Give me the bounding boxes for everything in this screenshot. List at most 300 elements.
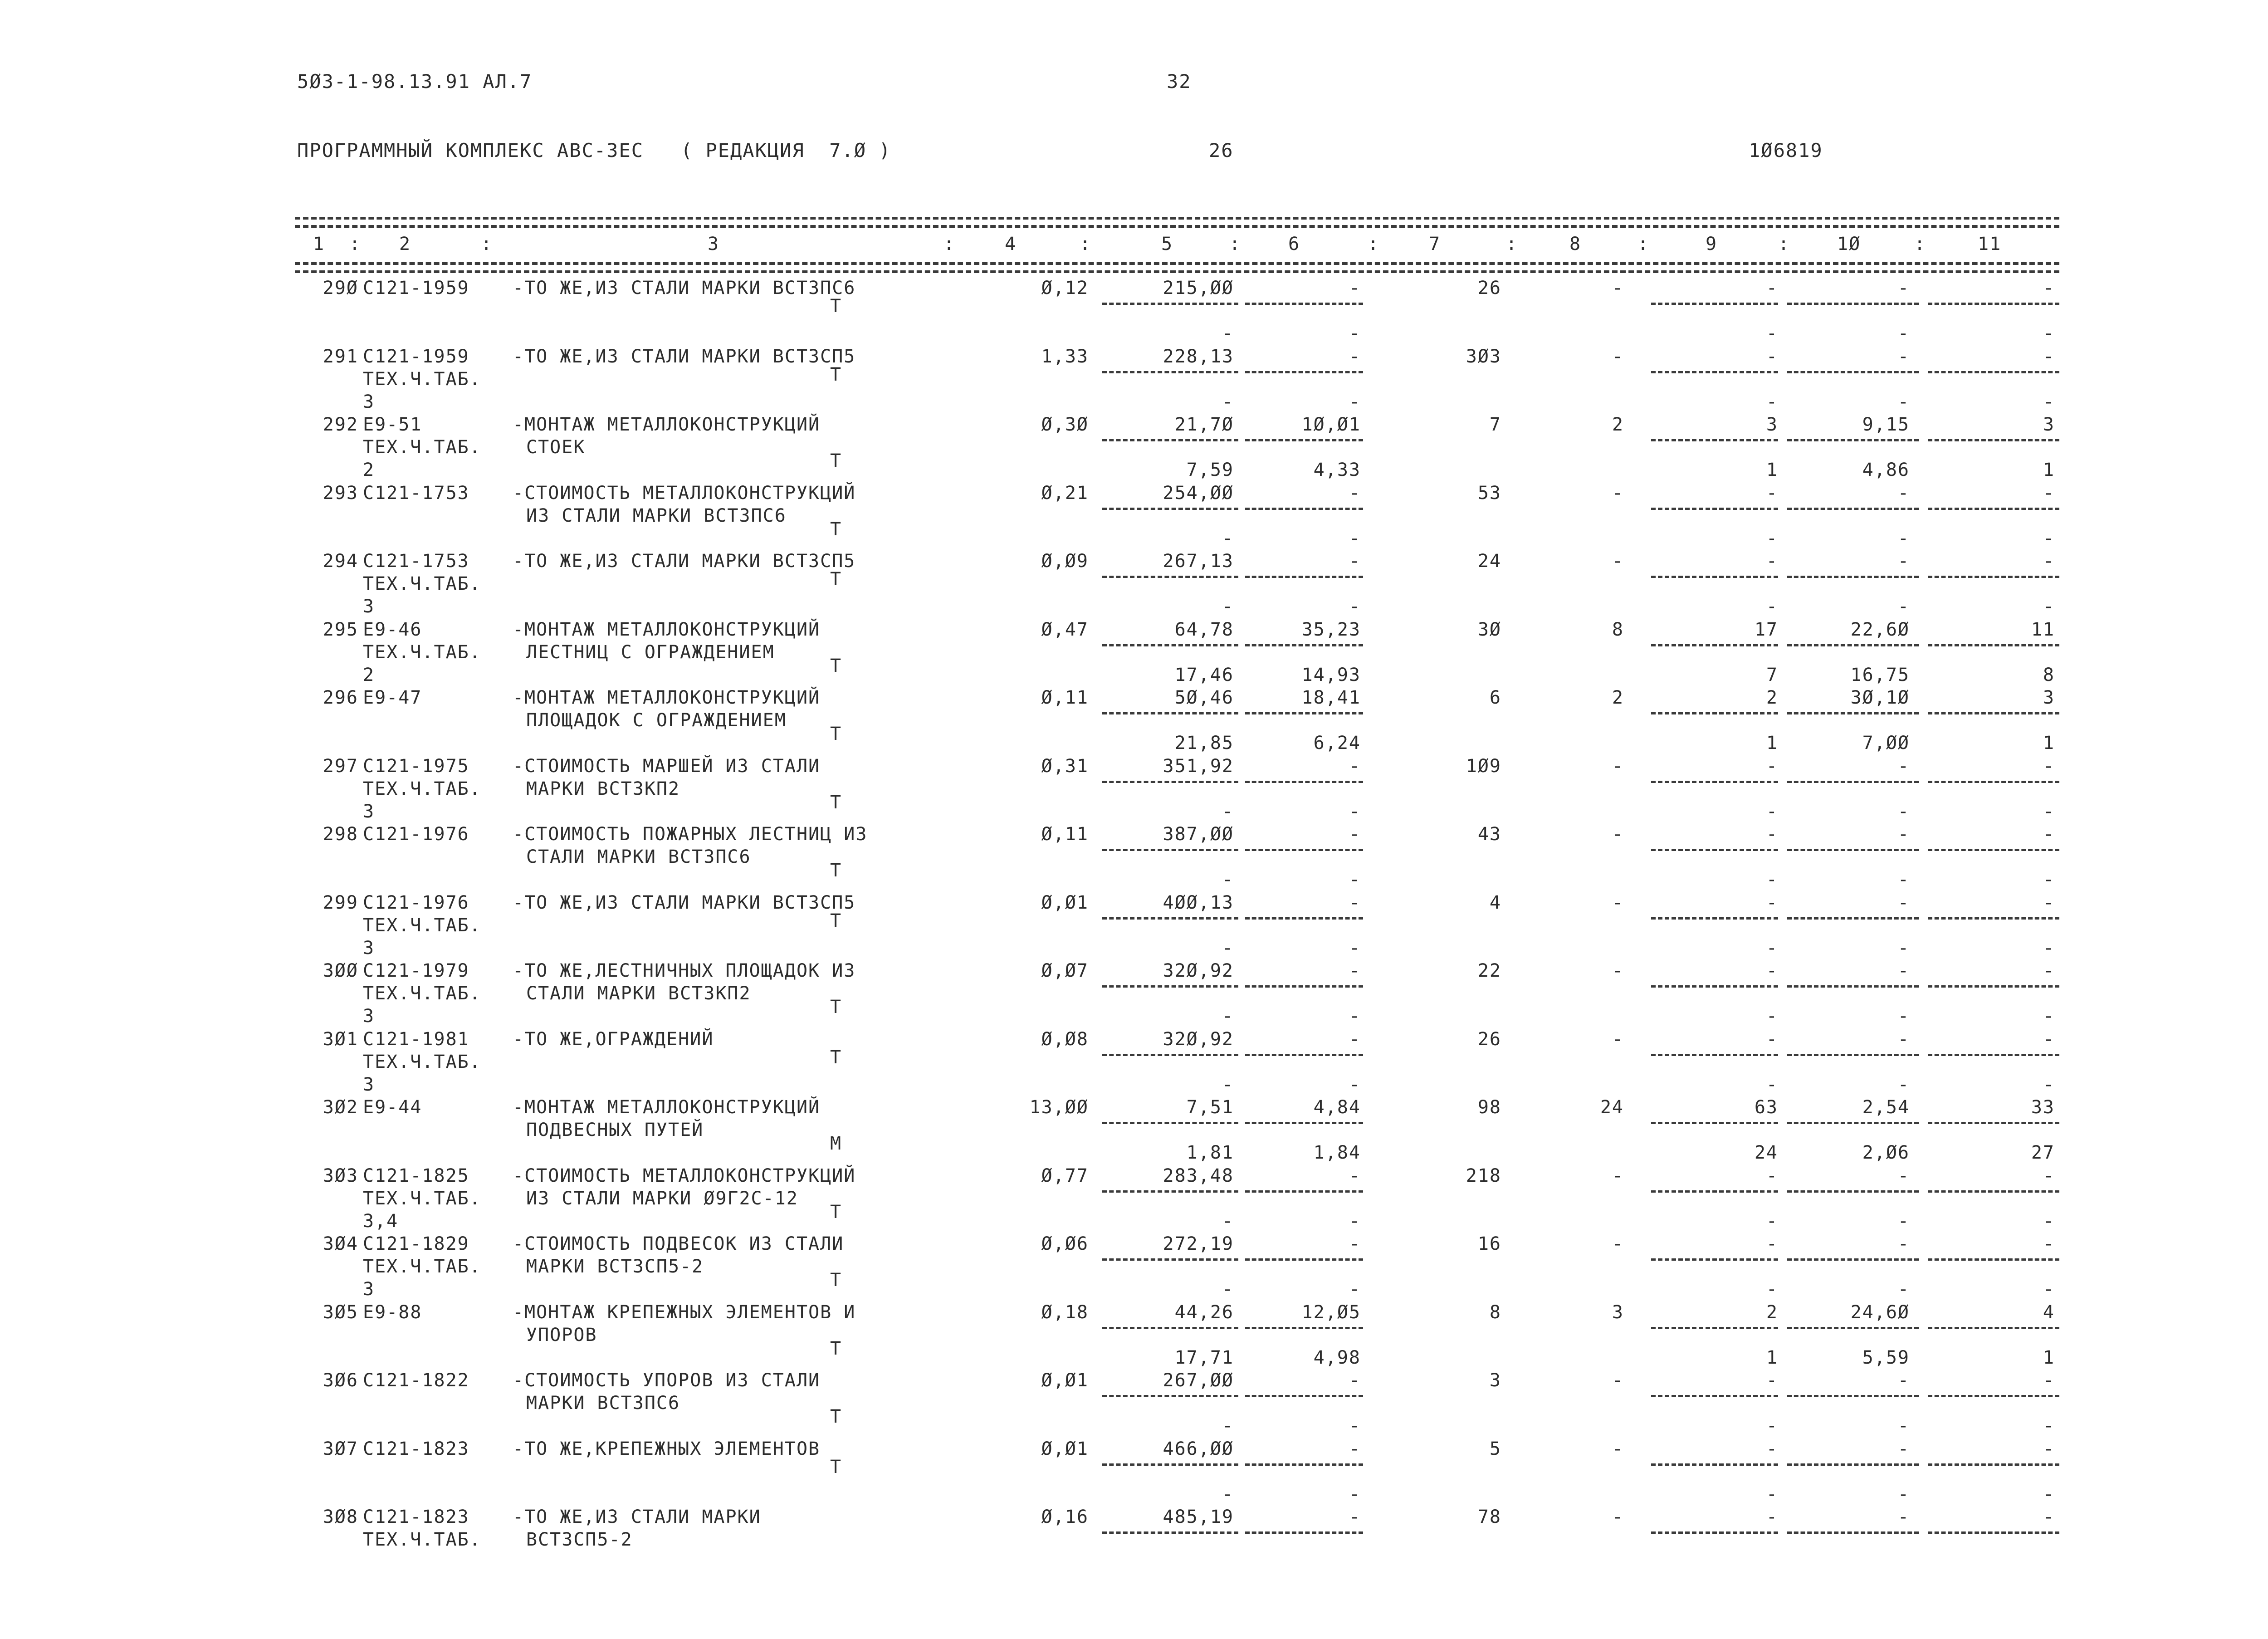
cell-sub-col-5: 17,71 <box>1174 1347 1234 1368</box>
cell-divider <box>1245 1531 1363 1534</box>
cell-sub-col-5: - <box>1222 1483 1234 1505</box>
cell-col-7: 1Ø9 <box>1466 755 1501 777</box>
unit-of-measure: Т <box>830 1270 842 1291</box>
column-separator: : <box>349 234 362 254</box>
cell-col-7: 3Ø3 <box>1466 346 1501 367</box>
cell-col-5: 466,ØØ <box>1163 1438 1234 1459</box>
column-number-1Ø: 1Ø <box>1837 234 1861 254</box>
row-number: 296 <box>323 687 358 708</box>
cell-sub-col-6: 4,33 <box>1313 460 1361 480</box>
cell-divider <box>1651 712 1778 714</box>
cell-divider <box>1787 644 1919 646</box>
cell-col-8: - <box>1612 824 1624 845</box>
unit-of-measure: М <box>830 1133 842 1154</box>
cell-divider <box>1651 1327 1778 1329</box>
cell-col-6: - <box>1349 1165 1361 1186</box>
cell-sub-col-5: - <box>1222 869 1234 890</box>
cell-divider <box>1787 985 1919 988</box>
cell-col-5: 21,7Ø <box>1174 414 1234 435</box>
cell-sub-col-11: - <box>2043 1210 2055 1232</box>
cell-sub-col-5: - <box>1222 1210 1234 1232</box>
table-reference: ТЕХ.Ч.ТАБ. <box>363 641 481 663</box>
cell-sub-col-11: 27 <box>2031 1142 2055 1163</box>
row-number: 3Ø5 <box>323 1301 358 1323</box>
row-number: 3Ø8 <box>323 1507 358 1527</box>
cell-sub-col-10: 16,75 <box>1850 664 1910 685</box>
cell-col-5: 228,13 <box>1163 346 1234 367</box>
norm-code: Е9-88 <box>363 1301 422 1323</box>
cell-divider <box>1102 644 1238 646</box>
table-reference: ТЕХ.Ч.ТАБ. <box>363 573 481 594</box>
cell-col-5: 283,48 <box>1163 1165 1234 1186</box>
cell-divider <box>1787 1190 1919 1193</box>
cell-sub-col-5: 7,59 <box>1186 460 1234 480</box>
cell-divider <box>1787 712 1919 714</box>
row-number: 298 <box>323 824 358 845</box>
cell-col-7: 3Ø <box>1477 619 1501 640</box>
cell-col-5: 272,19 <box>1163 1233 1234 1254</box>
cell-sub-col-6: - <box>1349 1074 1361 1095</box>
cell-sub-col-9: - <box>1766 937 1778 959</box>
cell-divider <box>1102 1395 1238 1397</box>
norm-code: С121-1825 <box>363 1165 469 1186</box>
work-description: -ТО ЖЕ,ОГРАЖДЕНИЙ <box>513 1028 714 1050</box>
cell-divider <box>1928 985 2059 988</box>
cell-col-5: 32Ø,92 <box>1163 1028 1234 1050</box>
cell-col-11: - <box>2043 1438 2055 1459</box>
cell-sub-col-9: - <box>1766 801 1778 822</box>
cell-divider <box>1102 1531 1238 1534</box>
cell-col-8: - <box>1612 1370 1624 1391</box>
cell-col-5: 32Ø,92 <box>1163 960 1234 981</box>
cell-col-4: Ø,11 <box>1041 687 1089 708</box>
column-number-9: 9 <box>1706 234 1718 254</box>
cell-divider <box>1245 1327 1363 1329</box>
cell-divider <box>1787 1531 1919 1534</box>
unit-of-measure: Т <box>830 364 842 385</box>
cell-sub-col-6: 1,84 <box>1313 1142 1361 1163</box>
cell-col-5: 44,26 <box>1174 1301 1234 1323</box>
cell-sub-col-5: 1,81 <box>1186 1142 1234 1163</box>
work-description: СТАЛИ МАРКИ ВСТ3КП2 <box>526 983 751 1004</box>
header-bottom-rule-2 <box>295 270 2059 273</box>
cell-divider <box>1245 1463 1363 1466</box>
unit-of-measure: Т <box>830 519 842 540</box>
work-description: ПОДВЕСНЫХ ПУТЕЙ <box>526 1120 704 1140</box>
work-description: -СТОИМОСТЬ МАРШЕЙ ИЗ СТАЛИ <box>513 755 821 777</box>
cell-divider <box>1245 1122 1363 1124</box>
cell-col-6: - <box>1349 1028 1361 1050</box>
cell-col-8: - <box>1612 1028 1624 1050</box>
cell-col-9: - <box>1766 892 1778 913</box>
cell-col-11: - <box>2043 1507 2055 1527</box>
cell-divider <box>1245 712 1363 714</box>
column-number-8: 8 <box>1569 234 1582 254</box>
table-reference: 3 <box>363 937 375 959</box>
cell-sub-col-6: - <box>1349 1483 1361 1505</box>
table-reference: 3,4 <box>363 1210 399 1232</box>
cell-sub-col-6: - <box>1349 528 1361 549</box>
cell-sub-col-9: - <box>1766 1006 1778 1027</box>
norm-code: Е9-46 <box>363 619 422 640</box>
cell-sub-col-10: - <box>1897 1006 1910 1027</box>
cell-divider <box>1787 1054 1919 1056</box>
table-reference: ТЕХ.Ч.ТАБ. <box>363 1188 481 1209</box>
cell-col-5: 5Ø,46 <box>1174 687 1234 708</box>
cell-col-11: - <box>2043 1370 2055 1391</box>
cell-col-4: Ø,Ø1 <box>1041 1370 1089 1391</box>
cell-col-10: - <box>1897 1233 1910 1254</box>
cell-col-7: 3 <box>1489 1370 1501 1391</box>
cell-divider <box>1928 439 2059 441</box>
cell-divider <box>1787 781 1919 783</box>
cell-col-6: - <box>1349 278 1361 298</box>
cell-divider <box>1245 1190 1363 1193</box>
cell-divider <box>1245 508 1363 510</box>
unit-of-measure: Т <box>830 1338 842 1359</box>
cell-divider <box>1651 1258 1778 1261</box>
row-number: 292 <box>323 414 358 435</box>
cell-col-6: - <box>1349 1438 1361 1459</box>
norm-code: С121-1829 <box>363 1233 469 1254</box>
cell-divider <box>1245 644 1363 646</box>
cell-sub-col-6: - <box>1349 1415 1361 1436</box>
cell-sub-col-11: - <box>2043 869 2055 890</box>
cell-col-9: - <box>1766 1438 1778 1459</box>
cell-divider <box>1787 1463 1919 1466</box>
cell-col-9: 2 <box>1766 687 1778 708</box>
cell-col-10: - <box>1897 1028 1910 1050</box>
cell-divider <box>1787 508 1919 510</box>
cell-col-8: 3 <box>1612 1301 1624 1323</box>
cell-col-7: 16 <box>1477 1233 1501 1254</box>
cell-divider <box>1928 1258 2059 1261</box>
cell-col-5: 267,13 <box>1163 551 1234 572</box>
cell-col-4: Ø,Ø9 <box>1041 551 1089 572</box>
row-number: 294 <box>323 551 358 572</box>
cell-sub-col-11: - <box>2043 937 2055 959</box>
cell-sub-col-11: - <box>2043 1483 2055 1505</box>
row-number: 29Ø <box>323 278 358 298</box>
cell-sub-col-11: - <box>2043 323 2055 344</box>
work-description: -СТОИМОСТЬ МЕТАЛЛОКОНСТРУКЦИЙ <box>513 482 856 504</box>
cell-sub-col-10: - <box>1897 1483 1910 1505</box>
work-description: МАРКИ ВСТ3СП5-2 <box>526 1256 704 1277</box>
cell-divider <box>1245 781 1363 783</box>
work-description: -МОНТАЖ МЕТАЛЛОКОНСТРУКЦИЙ <box>513 619 821 640</box>
cell-col-11: 3 <box>2043 414 2055 435</box>
work-description: МАРКИ ВСТ3КП2 <box>526 778 680 799</box>
cell-divider <box>1102 1190 1238 1193</box>
cell-col-4: Ø,16 <box>1041 1507 1089 1527</box>
norm-code: Е9-44 <box>363 1097 422 1118</box>
cell-divider <box>1102 303 1238 305</box>
cell-col-7: 7 <box>1489 414 1501 435</box>
cell-divider <box>1787 849 1919 851</box>
cell-divider <box>1102 508 1238 510</box>
row-number: 299 <box>323 892 358 913</box>
norm-code: С121-1959 <box>363 278 469 298</box>
cell-divider <box>1245 1395 1363 1397</box>
cell-col-9: - <box>1766 1028 1778 1050</box>
cell-col-9: - <box>1766 482 1778 504</box>
work-description: -ТО ЖЕ,ИЗ СТАЛИ МАРКИ ВСТ3СП5 <box>513 346 856 367</box>
work-description: ПЛОЩАДОК С ОГРАЖДЕНИЕМ <box>526 710 787 731</box>
column-number-5: 5 <box>1161 234 1173 254</box>
row-number: 3Ø7 <box>323 1438 358 1459</box>
work-description: СТАЛИ МАРКИ ВСТ3ПС6 <box>526 846 751 867</box>
cell-divider <box>1651 781 1778 783</box>
norm-code: С121-1822 <box>363 1370 469 1391</box>
cell-sub-col-9: 1 <box>1766 1347 1778 1368</box>
cell-col-4: Ø,77 <box>1041 1165 1089 1186</box>
cell-sub-col-6: 4,98 <box>1313 1347 1361 1368</box>
cell-sub-col-11: - <box>2043 596 2055 617</box>
cell-sub-col-10: - <box>1897 801 1910 822</box>
cell-col-11: 33 <box>2031 1097 2055 1118</box>
cell-divider <box>1928 576 2059 578</box>
cell-col-9: - <box>1766 1233 1778 1254</box>
norm-code: С121-1979 <box>363 960 469 981</box>
cell-col-10: 22,6Ø <box>1850 619 1910 640</box>
cell-divider <box>1102 1122 1238 1124</box>
cell-sub-col-10: - <box>1897 323 1910 344</box>
unit-of-measure: Т <box>830 792 842 813</box>
cell-sub-col-5: - <box>1222 323 1234 344</box>
cell-divider <box>1102 781 1238 783</box>
cell-col-7: 53 <box>1477 482 1501 504</box>
cell-divider <box>1102 1054 1238 1056</box>
cell-sub-col-11: 8 <box>2043 664 2055 685</box>
cell-sub-col-9: - <box>1766 528 1778 549</box>
cell-col-5: 64,78 <box>1174 619 1234 640</box>
cell-divider <box>1245 576 1363 578</box>
cell-col-6: 1Ø,Ø1 <box>1301 414 1361 435</box>
cell-divider <box>1928 781 2059 783</box>
cell-sub-col-9: - <box>1766 1210 1778 1232</box>
table-reference: 3 <box>363 391 375 412</box>
cell-divider <box>1928 303 2059 305</box>
cell-sub-col-11: 1 <box>2043 1347 2055 1368</box>
cell-col-7: 8 <box>1489 1301 1501 1323</box>
cell-col-10: - <box>1897 1507 1910 1527</box>
row-number: 3Ø4 <box>323 1233 358 1254</box>
cell-sub-col-9: 24 <box>1754 1142 1778 1163</box>
work-description: -СТОИМОСТЬ МЕТАЛЛОКОНСТРУКЦИЙ <box>513 1165 856 1186</box>
norm-code: Е9-51 <box>363 414 422 435</box>
cell-col-6: - <box>1349 1233 1361 1254</box>
work-description: -МОНТАЖ МЕТАЛЛОКОНСТРУКЦИЙ <box>513 414 821 435</box>
cell-sub-col-9: 1 <box>1766 460 1778 480</box>
cell-sub-col-10: - <box>1897 528 1910 549</box>
cell-sub-col-5: - <box>1222 391 1234 412</box>
cell-divider <box>1787 1327 1919 1329</box>
cell-divider <box>1245 439 1363 441</box>
table-reference: ТЕХ.Ч.ТАБ. <box>363 915 481 936</box>
cell-divider <box>1102 1327 1238 1329</box>
work-description: -ТО ЖЕ,ИЗ СТАЛИ МАРКИ ВСТ3ПС6 <box>513 278 856 298</box>
table-reference: 3 <box>363 1074 375 1095</box>
cell-col-8: - <box>1612 1507 1624 1527</box>
cell-divider <box>1651 1531 1778 1534</box>
cell-sub-col-11: - <box>2043 391 2055 412</box>
cell-col-4: Ø,18 <box>1041 1301 1089 1323</box>
row-number: 3Ø6 <box>323 1370 358 1391</box>
cell-sub-col-10: - <box>1897 937 1910 959</box>
cell-sub-col-9: - <box>1766 1279 1778 1300</box>
cell-divider <box>1651 371 1778 373</box>
cell-divider <box>1651 1395 1778 1397</box>
cell-divider <box>1245 985 1363 988</box>
cell-col-10: - <box>1897 278 1910 298</box>
work-description: -СТОИМОСТЬ ПОЖАРНЫХ ЛЕСТНИЦ ИЗ <box>513 824 868 845</box>
cell-divider <box>1928 1054 2059 1056</box>
table-reference: 3 <box>363 1006 375 1027</box>
table-reference: 3 <box>363 1279 375 1300</box>
cell-divider <box>1245 917 1363 920</box>
work-description: -СТОИМОСТЬ УПОРОВ ИЗ СТАЛИ <box>513 1370 821 1391</box>
cell-divider <box>1651 644 1778 646</box>
cell-col-4: Ø,Ø1 <box>1041 892 1089 913</box>
table-reference: 2 <box>363 460 375 480</box>
cell-col-11: 3 <box>2043 687 2055 708</box>
table-reference: ТЕХ.Ч.ТАБ. <box>363 1529 481 1550</box>
column-number-1: 1 <box>313 234 325 254</box>
cell-col-7: 24 <box>1477 551 1501 572</box>
cell-col-10: 9,15 <box>1862 414 1910 435</box>
cell-col-11: 11 <box>2031 619 2055 640</box>
row-number: 3ØØ <box>323 960 358 981</box>
cell-col-6: - <box>1349 892 1361 913</box>
cell-col-8: - <box>1612 960 1624 981</box>
cell-col-8: 24 <box>1600 1097 1624 1118</box>
cell-col-10: - <box>1897 960 1910 981</box>
cell-col-4: Ø,Ø1 <box>1041 1438 1089 1459</box>
cell-divider <box>1245 849 1363 851</box>
cell-col-4: Ø,12 <box>1041 278 1089 298</box>
unit-of-measure: Т <box>830 724 842 744</box>
cell-divider <box>1651 1463 1778 1466</box>
work-description: МАРКИ ВСТ3ПС6 <box>526 1393 680 1414</box>
cell-sub-col-9: - <box>1766 323 1778 344</box>
cell-divider <box>1245 1258 1363 1261</box>
cell-col-11: - <box>2043 1165 2055 1186</box>
cell-col-7: 5 <box>1489 1438 1501 1459</box>
cell-divider <box>1651 849 1778 851</box>
cell-col-10: - <box>1897 551 1910 572</box>
cell-col-5: 4ØØ,13 <box>1163 892 1234 913</box>
cell-col-11: - <box>2043 892 2055 913</box>
unit-of-measure: Т <box>830 296 842 317</box>
cell-col-6: - <box>1349 551 1361 572</box>
cell-divider <box>1102 576 1238 578</box>
cell-col-4: Ø,47 <box>1041 619 1089 640</box>
cell-sub-col-9: - <box>1766 391 1778 412</box>
cell-col-11: 4 <box>2043 1301 2055 1323</box>
norm-code: С121-1823 <box>363 1438 469 1459</box>
cell-col-7: 43 <box>1477 824 1501 845</box>
table-top-rule-2 <box>295 225 2059 228</box>
cell-divider <box>1651 1122 1778 1124</box>
unit-of-measure: Т <box>830 1456 842 1478</box>
cell-sub-col-5: 21,85 <box>1174 733 1234 753</box>
table-reference: ТЕХ.Ч.ТАБ. <box>363 437 481 458</box>
cell-col-8: 2 <box>1612 687 1624 708</box>
cell-sub-col-9: 1 <box>1766 733 1778 753</box>
cell-sub-col-5: - <box>1222 528 1234 549</box>
row-number: 295 <box>323 619 358 640</box>
table-reference: ТЕХ.Ч.ТАБ. <box>363 1051 481 1072</box>
table-reference: ТЕХ.Ч.ТАБ. <box>363 778 481 799</box>
column-number-2: 2 <box>399 234 411 254</box>
cell-divider <box>1651 1054 1778 1056</box>
cell-sub-col-6: - <box>1349 1279 1361 1300</box>
cell-sub-col-10: - <box>1897 1415 1910 1436</box>
cell-divider <box>1102 439 1238 441</box>
cell-col-6: 4,84 <box>1313 1097 1361 1118</box>
cell-sub-col-5: - <box>1222 1006 1234 1027</box>
work-description: -МОНТАЖ МЕТАЛЛОКОНСТРУКЦИЙ <box>513 687 821 708</box>
cell-col-4: 1,33 <box>1041 346 1089 367</box>
cell-col-4: Ø,11 <box>1041 824 1089 845</box>
cell-col-10: 2,54 <box>1862 1097 1910 1118</box>
column-separator: : <box>943 234 956 254</box>
cell-sub-col-10: - <box>1897 391 1910 412</box>
cell-sub-col-10: 4,86 <box>1862 460 1910 480</box>
cell-col-5: 387,ØØ <box>1163 824 1234 845</box>
cell-divider <box>1928 371 2059 373</box>
norm-code: С121-1981 <box>363 1028 469 1050</box>
cell-divider <box>1651 1190 1778 1193</box>
cell-divider <box>1787 371 1919 373</box>
cell-col-7: 98 <box>1477 1097 1501 1118</box>
unit-of-measure: Т <box>830 569 842 590</box>
column-separator: : <box>1506 234 1518 254</box>
cell-col-10: - <box>1897 482 1910 504</box>
work-description: ЛЕСТНИЦ С ОГРАЖДЕНИЕМ <box>526 641 775 663</box>
cell-sub-col-11: - <box>2043 1279 2055 1300</box>
cell-sub-col-10: - <box>1897 1279 1910 1300</box>
cell-sub-col-5: - <box>1222 596 1234 617</box>
column-separator: : <box>1229 234 1242 254</box>
work-description: -ТО ЖЕ,ИЗ СТАЛИ МАРКИ ВСТ3СП5 <box>513 551 856 572</box>
norm-code: С121-1975 <box>363 755 469 777</box>
cell-col-5: 215,ØØ <box>1163 278 1234 298</box>
cell-sub-col-11: - <box>2043 1074 2055 1095</box>
cell-sub-col-6: - <box>1349 391 1361 412</box>
cell-col-8: 2 <box>1612 414 1624 435</box>
cell-sub-col-9: - <box>1766 869 1778 890</box>
cell-col-11: - <box>2043 1233 2055 1254</box>
cell-col-9: - <box>1766 960 1778 981</box>
cell-sub-col-10: - <box>1897 596 1910 617</box>
cell-col-6: - <box>1349 755 1361 777</box>
cell-col-10: - <box>1897 1370 1910 1391</box>
norm-code: С121-1753 <box>363 482 469 504</box>
cell-divider <box>1651 576 1778 578</box>
table-reference: ТЕХ.Ч.ТАБ. <box>363 1256 481 1277</box>
cell-sub-col-5: - <box>1222 937 1234 959</box>
cell-col-10: 24,6Ø <box>1850 1301 1910 1323</box>
cell-divider <box>1928 849 2059 851</box>
cell-divider <box>1651 439 1778 441</box>
cell-col-5: 351,92 <box>1163 755 1234 777</box>
cell-col-11: - <box>2043 824 2055 845</box>
cell-sub-col-5: - <box>1222 1074 1234 1095</box>
column-separator: : <box>481 234 493 254</box>
cell-col-11: - <box>2043 346 2055 367</box>
cell-col-4: Ø,21 <box>1041 482 1089 504</box>
